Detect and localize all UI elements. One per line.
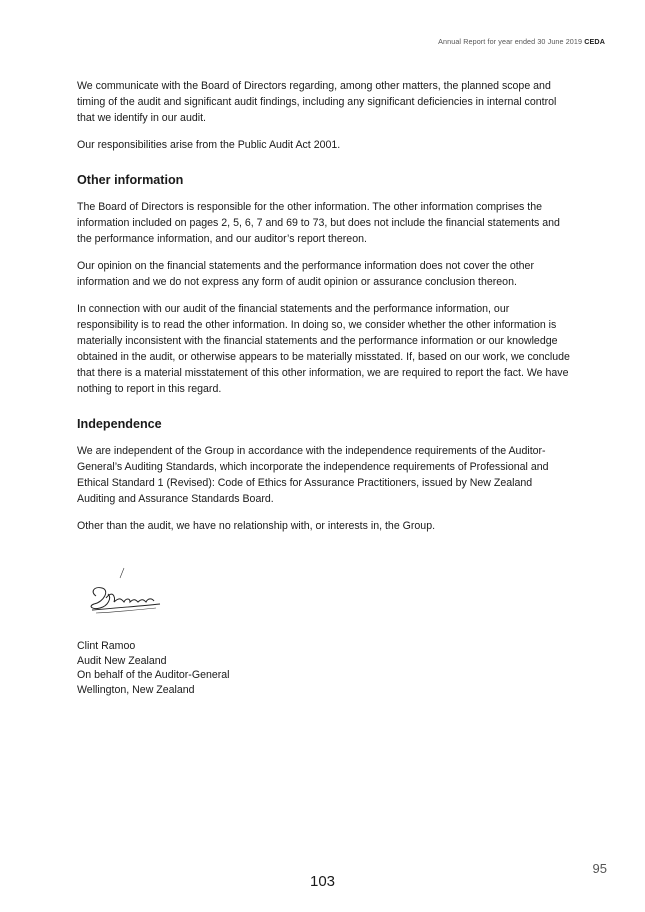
signature-image <box>86 566 166 618</box>
body-content <box>77 78 572 545</box>
other-information-paragraph-3: In connection with our audit of the financial statements and the performance information, our responsibility is to read the other information. In doing so, we consider whether the other information is materially inconsistent with the financial statements and the performance information or our knowledge obtained in the audit, or otherwise appears to be materially misstated. If, based on our work, we conclude that there is a material misstatement of this other information, we are required to report the fact. We have nothing to report in this regard. <box>77 303 570 395</box>
running-header <box>438 37 605 46</box>
intro-paragraph-1: We communicate with the Board of Directors regarding, among other matters, the planned scope and timing of the audit and significant audit findings, including any significant deficiencies in internal control that we identify in our audit. <box>77 80 557 124</box>
signature-scribble <box>86 566 166 618</box>
header-text: Annual Report for year ended 30 June 2019 <box>438 37 583 46</box>
signer-org: Audit New Zealand <box>77 654 167 667</box>
header-org: CEDA <box>584 37 605 46</box>
independence-paragraph-2: Other than the audit, we have no relationship with, or interests in, the Group. <box>77 520 436 532</box>
other-information-paragraph-2: Our opinion on the financial statements and the performance information does not cover the other information and we do not express any form of audit opinion or assurance conclusion thereon. <box>77 260 534 288</box>
signer-block <box>77 639 230 697</box>
independence-heading: Independence <box>77 417 162 431</box>
signer-role: On behalf of the Auditor-General <box>77 669 230 682</box>
independence-paragraph-1: We are independent of the Group in accordance with the independence requirements of the Auditor-General’s Auditing Standards, which incorporate the independence requirements of Professional and Ethical Standard 1 (Revised): Code of Ethics for Assurance Practitioners, issued by New Zealand Auditing and Assurance Standards Board. <box>77 445 549 505</box>
other-information-paragraph-1: The Board of Directors is responsible for the other information. The other information comprises the information included on pages 2, 5, 6, 7 and 69 to 73, but does not include the financial statements and the performance information, and our auditor’s report thereon. <box>77 201 560 245</box>
intro-paragraph-2: Our responsibilities arise from the Public Audit Act 2001. <box>77 139 341 151</box>
document-page-number: 103 <box>309 873 336 890</box>
other-information-heading: Other information <box>77 173 184 187</box>
signer-name: Clint Ramoo <box>77 640 136 652</box>
report-page-number: 95 <box>592 861 607 876</box>
signer-location: Wellington, New Zealand <box>77 683 195 696</box>
